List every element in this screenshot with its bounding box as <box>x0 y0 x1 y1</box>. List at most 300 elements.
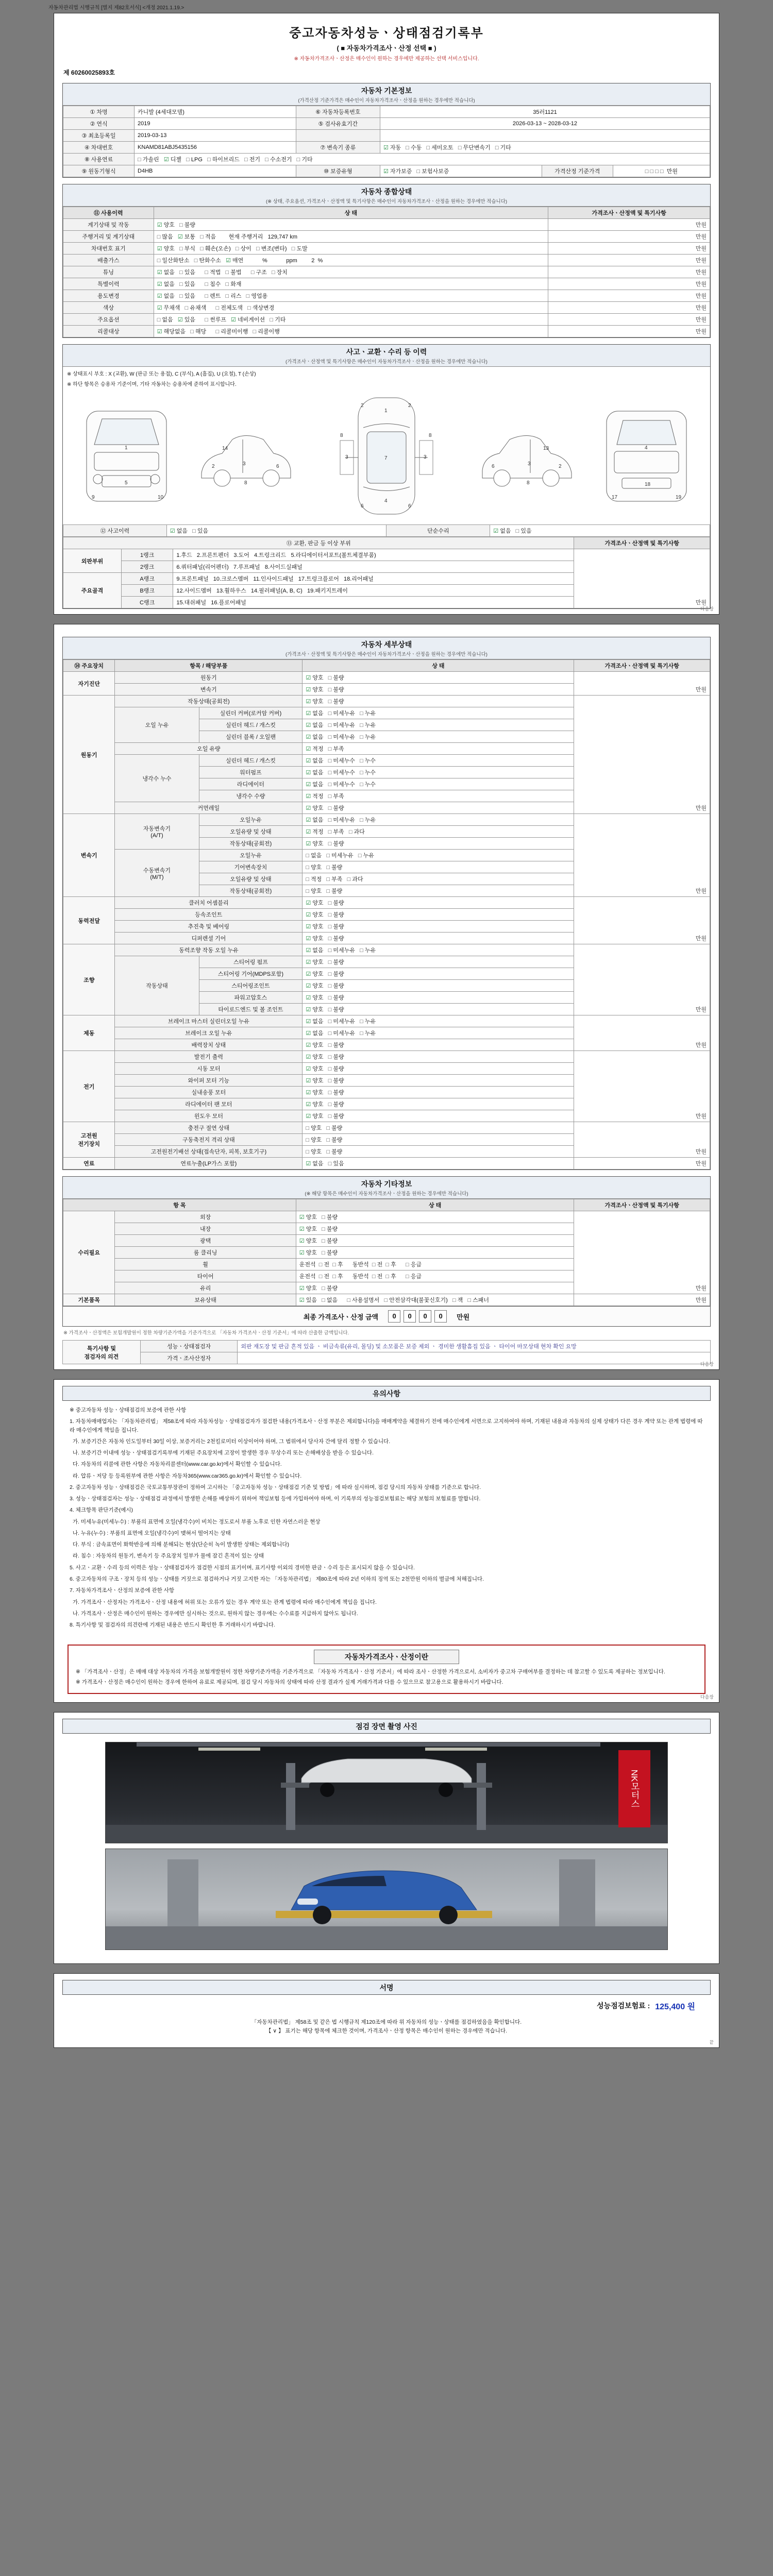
notice-paragraph: 7. 자동차가격조사ㆍ산정의 보증에 관한 사항 <box>70 1587 174 1594</box>
table-cell[interactable]: ☑ 양호 □ 불량 <box>303 1004 574 1015</box>
car-top-view <box>309 392 464 520</box>
table-cell: 만원 <box>548 302 710 314</box>
table-cell: 발전기 출력 <box>115 1051 303 1063</box>
other-info-subtitle: (※ 해당 항목은 매수인이 자동차가격조사ㆍ산정을 원하는 경우에만 적습니다) <box>305 1191 468 1197</box>
table-cell: ⑫ 사고이력 <box>63 525 167 537</box>
table-cell[interactable]: ☑ 자가보증 □ 보험사보증 <box>380 165 542 177</box>
photo-title: 점검 장면 촬영 사진 <box>356 1722 417 1731</box>
table-cell: 주요옵션 <box>63 314 154 326</box>
car-rear-view <box>591 396 702 517</box>
inspection-photo-blue-car <box>105 1849 668 1950</box>
signature-title: 서명 <box>379 1983 394 1992</box>
table-cell[interactable]: ☑ 없음 □ 미세누유 □ 누유 <box>303 814 574 826</box>
table-cell: 시동 모터 <box>115 1063 303 1075</box>
table-cell: 연료누출(LP가스 포함) <box>115 1158 303 1170</box>
svg-text:3: 3 <box>423 454 427 460</box>
table-cell[interactable]: ☑ 양호 □ 불량 <box>303 933 574 944</box>
notice-paragraph: 가. 가격조사ㆍ산정자는 가격조사ㆍ산정 내용에 허위 또는 오류가 있는 경우 계약 또는 관계 법령에 따라 매수인에게 책임을 집니다. <box>70 1599 377 1605</box>
table-cell: 만원 <box>574 549 710 608</box>
table-cell[interactable]: ☑ 없음 □ 미세누수 □ 누수 <box>303 778 574 790</box>
svg-text:8: 8 <box>244 480 247 486</box>
car-front-view <box>71 396 182 517</box>
basic-info-table <box>63 106 710 177</box>
table-cell: ⑩ 보증유형 <box>296 165 380 177</box>
table-cell[interactable]: ☑ 양호 □ 불량 <box>303 672 574 684</box>
notice-paragraph: 가. 미세누유(미세누수) : 부품의 표면에 오일(냉각수)이 비치는 정도로서 부품 노후로 인한 자연스러운 현상 <box>70 1518 321 1525</box>
table-cell: 가격조사ㆍ산정액 및 특기사항 <box>574 537 710 549</box>
table-cell: 만원 <box>548 255 710 266</box>
table-cell: 배력장치 상태 <box>115 1039 303 1051</box>
table-cell[interactable]: □ 양호 □ 불량 <box>303 1146 574 1158</box>
table-cell: 파워고압호스 <box>199 992 303 1004</box>
table-cell: 커먼레일 <box>115 802 303 814</box>
svg-text:4: 4 <box>384 498 388 504</box>
table-cell: 휠 <box>115 1259 296 1270</box>
table-cell: 라디에이터 팬 모터 <box>115 1098 303 1110</box>
table-cell[interactable]: ☑ 무채색 □ 유채색 □ 전체도색 □ 색상변경 <box>154 302 548 314</box>
table-cell: 만원 <box>574 814 710 897</box>
table-cell: 광택 <box>115 1235 296 1247</box>
table-cell: 차대번호 표기 <box>63 243 154 255</box>
table-cell: 등속조인트 <box>115 909 303 921</box>
notice-paragraph: ※ 중고자동차 성능ㆍ상태점검의 보증에 관한 사항 <box>70 1407 187 1413</box>
table-cell: 가격조사ㆍ산정액 및 특기사항 <box>574 1199 710 1211</box>
table-cell: 12.사이드멤버 13.휠하우스 14.필러패널(A, B, C) 19.패키지트레이 <box>173 585 574 597</box>
table-cell[interactable]: ☑ 자동 □ 수동 □ 세미오토 □ 무단변속기 □ 기타 <box>380 142 710 154</box>
table-cell: 2랭크 <box>121 561 173 573</box>
form-regulation-note: 자동차관리법 시행규칙 [별지 제82호서식] <개정 2021.1.19.> <box>48 5 184 11</box>
detail-header <box>63 637 710 659</box>
table-cell: 작동상태 <box>115 956 199 1015</box>
notice-paragraph: 6. 중고자동차의 구조ㆍ장치 등의 성능ㆍ상태를 거짓으로 점검하거나 거짓 고지한 자는 「자동차관리법」 제80조에 따라 2년 이하의 징역 또는 2천만원 이하의 벌금에 처해집니다. <box>70 1575 484 1582</box>
table-cell: 1.후드 2.프론트펜더 3.도어 4.트렁크리드 5.라디에이터서포트(볼트체결부품) <box>173 549 574 561</box>
photo-header <box>62 1719 711 1734</box>
table-cell: 추진축 및 베어링 <box>115 921 303 933</box>
notice-paragraph: 나. 누유(누수) : 부품의 표면에 오일(냉각수)이 맺혀서 떨어지는 상태 <box>70 1530 231 1536</box>
table-cell[interactable]: ☑ 양호 □ 불량 <box>303 802 574 814</box>
table-cell: 만원 <box>574 1015 710 1051</box>
table-cell[interactable]: ☑ 없음 □ 있음 □ 렌트 □ 리스 □ 영업용 <box>154 290 548 302</box>
document-title: 중고자동차성능ㆍ상태점검기록부 <box>289 26 484 40</box>
table-cell[interactable]: ☑ 양호 □ 불량 <box>303 838 574 850</box>
svg-text:6: 6 <box>408 503 411 509</box>
final-amount-note: ※ 가격조사ㆍ산정액은 보험개발원이 정한 차량기준가액을 기준가격으로 「자동차 가격조사ㆍ산정 기준서」에 따라 산출한 금액입니다. <box>63 1330 349 1336</box>
other-info-table <box>63 1199 710 1306</box>
table-cell[interactable]: ☑ 없음 □ 미세누수 □ 누수 <box>303 767 574 778</box>
table-cell: 특별이력 <box>63 278 154 290</box>
table-cell: 수동변속기 (M/T) <box>115 850 199 897</box>
table-cell: 오일유량 및 상태 <box>199 873 303 885</box>
table-cell: 용도변경 <box>63 290 154 302</box>
table-cell: ⑭ 주요장치 <box>63 660 115 672</box>
accident-header <box>63 345 710 367</box>
table-cell: 주행거리 및 계기상태 <box>63 231 154 243</box>
table-cell: 상 태 <box>303 660 574 672</box>
pricing-info-line1: ※ 「가격조사ㆍ산정」은 매매 대상 자동차의 가격을 보험개발원이 정한 차량기준가액을 기준가격으로 「자동차 가격조사ㆍ산정 기준서」에 따라 조사ㆍ산정한 가격으로서, 소비자가 중고차 구매여부를 결정하는 데 참고할 수 있도록 제공하는 정보입니다. <box>76 1669 665 1675</box>
comprehensive-header <box>63 184 710 207</box>
insurance-fee-row <box>62 1995 711 2014</box>
table-cell: 성능ㆍ상태점검자 <box>140 1341 238 1352</box>
table-cell[interactable]: ☑ 없음 □ 있음 <box>303 1158 574 1170</box>
svg-text:2: 2 <box>558 463 562 469</box>
table-cell[interactable]: ☑ 양호 □ 불량 <box>296 1235 574 1247</box>
svg-text:10: 10 <box>157 494 163 500</box>
table-cell: 라디에이터 <box>199 778 303 790</box>
svg-text:8: 8 <box>428 433 432 438</box>
table-cell[interactable]: □ 가솔린 ☑ 디젤 □ LPG □ 하이브리드 □ 전기 □ 수소전기 □ 기타 <box>135 154 710 165</box>
document-number: 제 60260025893호 <box>63 69 115 76</box>
final-amount-label: 최종 가격조사ㆍ산정 금액 <box>303 1313 379 1321</box>
table-cell: 색상 <box>63 302 154 314</box>
table-cell: 냉각수 누수 <box>115 755 199 802</box>
table-cell[interactable]: ☑ 양호 □ 불량 <box>296 1247 574 1259</box>
main-form-panel <box>54 13 719 615</box>
table-cell: 가격조사ㆍ산정액 및 특기사항 <box>548 207 710 219</box>
signature-notes <box>62 2014 711 2043</box>
table-cell: 오일 누유 <box>115 707 199 743</box>
svg-text:8: 8 <box>340 433 343 438</box>
notice-paragraph: 다. 부식 : 금속표면이 화학반응에 의해 분해되는 현상(단순히 녹이 발생한 상태는 제외합니다) <box>70 1541 290 1548</box>
table-cell[interactable]: □ □ □ □ 만원 <box>613 165 710 177</box>
remarks-table <box>62 1340 711 1364</box>
table-cell: 스티어링 펌프 <box>199 956 303 968</box>
table-cell: 만원 <box>574 1211 710 1294</box>
svg-text:3: 3 <box>527 461 531 467</box>
table-cell[interactable]: ☑ 양호 □ 불량 <box>303 897 574 909</box>
table-cell: 스티어링조인트 <box>199 980 303 992</box>
signature-note-1: 「자동차관리법」 제58조 및 같은 법 시행규칙 제120조에 따라 위 자동차의 성능ㆍ상태를 점검하였음을 확인합니다. <box>251 2019 522 2025</box>
table-cell: ⑥ 자동차등록번호 <box>296 106 380 118</box>
table-cell: 35러1121 <box>380 106 710 118</box>
table-cell: 동력조향 작동 오일 누유 <box>115 944 303 956</box>
table-cell: 실린더 커버(로커암 커버) <box>199 707 303 719</box>
svg-text:2: 2 <box>212 463 215 469</box>
svg-text:18: 18 <box>645 481 651 487</box>
table-cell[interactable]: ☑ 양호 □ 불량 <box>303 1098 574 1110</box>
table-cell[interactable]: □ 적정 □ 부족 □ 과다 <box>303 873 574 885</box>
table-cell: 오일누유 <box>199 850 303 861</box>
table-cell: 상 태 <box>296 1199 574 1211</box>
table-cell <box>380 130 710 142</box>
table-cell[interactable]: ☑ 양호 □ 불량 <box>303 980 574 992</box>
table-cell: 15.대쉬패널 16.플로어패널 <box>173 597 574 608</box>
table-cell[interactable]: □ 양호 □ 불량 <box>303 1134 574 1146</box>
table-cell[interactable]: ☑ 없음 □ 있음 □ 침수 □ 화재 <box>154 278 548 290</box>
final-amount-unit: 만원 <box>457 1313 470 1321</box>
document-header <box>62 20 711 64</box>
table-cell: 실린더 헤드 / 개스킷 <box>199 719 303 731</box>
table-cell: 냉각수 수량 <box>199 790 303 802</box>
table-cell: 만원 <box>574 1051 710 1122</box>
table-cell: 원동기 <box>115 672 303 684</box>
accident-subtitle: (가격조사ㆍ산정액 및 특기사항은 매수인이 자동차가격조사ㆍ산정을 원하는 경우에만 적습니다) <box>285 359 488 365</box>
notice-title: 유의사항 <box>372 1389 401 1398</box>
car-right-side-view <box>476 396 579 517</box>
notice-paragraph: 5. 사고ㆍ교환ㆍ수리 등의 이력은 성능ㆍ상태점검자가 점검한 시점의 표기이며, 표기사항 이외의 경미한 판금ㆍ수리 등은 표시되지 않을 수 있습니다. <box>70 1564 415 1571</box>
table-cell: 1랭크 <box>121 549 173 561</box>
table-cell: 카니발 (4세대모델) <box>135 106 296 118</box>
table-cell[interactable]: ☑ 없음 □ 있음 <box>490 525 710 537</box>
table-cell: 클러치 어셈블리 <box>115 897 303 909</box>
document-subtitle: ( ■ 자동차가격조사ㆍ산정 선택 ■ ) <box>337 44 436 52</box>
table-cell: 변속기 <box>115 684 303 696</box>
notice-paragraph: 나. 보증기간 이내에 성능ㆍ상태점검기록부에 기재된 주요장치에 고장이 발생한 경우 무상수리 또는 손해배상을 받을 수 있습니다. <box>70 1450 374 1456</box>
table-cell: 오일 유량 <box>115 743 303 755</box>
table-cell[interactable]: ☑ 양호 □ 불량 <box>303 684 574 696</box>
table-cell[interactable]: ☑ 양호 □ 불량 <box>303 1051 574 1063</box>
table-cell: 특기사항 및 점검자의 의견 <box>63 1341 141 1364</box>
car-left-side-view <box>194 396 297 517</box>
table-cell: 워터펌프 <box>199 767 303 778</box>
accident-history-table <box>63 524 710 537</box>
svg-text:3: 3 <box>345 454 348 460</box>
svg-text:13: 13 <box>543 445 549 451</box>
basic-info-section <box>62 83 711 178</box>
other-info-title: 자동차 기타정보 <box>361 1180 412 1188</box>
table-cell[interactable]: ☑ 해당없음 □ 해당 □ 리콜미이행 □ 리콜이행 <box>154 326 548 337</box>
table-cell: 2026-03-13 ~ 2028-03-12 <box>380 118 710 130</box>
table-cell[interactable]: ☑ 없음 □ 있음 <box>166 525 386 537</box>
table-cell: 외판부위 <box>63 549 122 573</box>
table-cell[interactable]: □ 일산화탄소 □ 탄화수소 ☑ 매연 % ppm 2 % <box>154 255 548 266</box>
document-note: ※ 자동차가격조사ㆍ산정은 매수인이 원하는 경우에만 제공하는 선택 서비스입니다. <box>294 56 479 62</box>
table-cell: 외장 <box>115 1211 296 1223</box>
table-cell[interactable]: □ 많음 ☑ 보통 □ 적음 현재 주행거리 129,747 km <box>154 231 548 243</box>
notice-body <box>62 1401 711 1637</box>
pricing-info-box <box>68 1645 705 1694</box>
table-cell <box>296 130 380 142</box>
table-cell: 유리 <box>115 1282 296 1294</box>
table-cell: 브레이크 마스터 실린더오일 누유 <box>115 1015 303 1027</box>
other-info-header <box>63 1177 710 1199</box>
table-cell[interactable]: ☑ 양호 □ 불량 <box>303 696 574 707</box>
table-cell: ④ 차대번호 <box>63 142 135 154</box>
table-cell: 오일유량 및 상태 <box>199 826 303 838</box>
table-cell: ③ 최초등록일 <box>63 130 135 142</box>
photo-panel <box>54 1712 719 1964</box>
table-cell: 기어변속장치 <box>199 861 303 873</box>
accident-basis-note: ※ 하단 항목은 승용차 기준이며, 기타 자동차는 승용차에 준하여 표시합니다. <box>67 382 237 387</box>
accident-section <box>62 344 711 609</box>
table-cell[interactable]: □ 없음 □ 미세누유 □ 누유 <box>303 850 574 861</box>
accident-rank-table <box>63 537 710 608</box>
detail-subtitle: (가격조사ㆍ산정액 및 특기사항은 매수인이 자동차가격조사ㆍ산정을 원하는 경우에만 적습니다) <box>285 652 488 657</box>
table-cell: 가격산정 기준가격 <box>542 165 613 177</box>
amount-digit: 0 <box>434 1310 447 1323</box>
table-cell: 실린더 헤드 / 개스킷 <box>199 755 303 767</box>
table-cell: 변속기 <box>63 814 115 897</box>
table-cell <box>238 1352 711 1364</box>
table-cell[interactable]: ☑ 없음 □ 미세누유 □ 누유 <box>303 707 574 719</box>
table-cell: 만원 <box>574 897 710 944</box>
svg-text:4: 4 <box>645 445 648 451</box>
comprehensive-table <box>63 207 710 337</box>
insurance-fee-label: 성능점검보험료 : <box>597 2002 650 2010</box>
notice-paragraph: 8. 특기사항 및 점검자의 의견란에 기재된 내용은 반드시 확인한 후 거래하시기 바랍니다. <box>70 1622 275 1629</box>
table-cell: 가격ㆍ조사산정자 <box>140 1352 238 1364</box>
basic-info-subtitle: (가격산정 기준가격은 매수인이 자동차가격조사ㆍ산정을 원하는 경우에만 적습니다) <box>298 98 475 104</box>
svg-text:19: 19 <box>676 494 682 500</box>
detail-panel <box>54 624 719 1370</box>
basic-info-title: 자동차 기본정보 <box>361 87 412 95</box>
table-cell[interactable]: ☑ 없음 □ 미세누유 □ 누유 <box>303 719 574 731</box>
table-cell: 전기 <box>63 1051 115 1122</box>
signature-note-2: 【 ∨ 】 표기는 해당 항목에 체크한 것이며, 가격조사ㆍ산정 항목은 매수인이 원하는 경우에만 적습니다. <box>265 2027 508 2034</box>
svg-text:2: 2 <box>408 403 411 409</box>
notice-panel <box>54 1379 719 1703</box>
table-cell: 계기상태 및 작동 <box>63 219 154 231</box>
svg-text:NK모터스: NK모터스 <box>629 1769 640 1808</box>
svg-text:6: 6 <box>360 503 364 509</box>
table-cell: ⑬ 교환, 판금 등 이상 부위 <box>63 537 574 549</box>
detail-section <box>62 637 711 1170</box>
table-cell: 실내송풍 모터 <box>115 1087 303 1098</box>
table-cell[interactable]: ☑ 적정 □ 부족 □ 과다 <box>303 826 574 838</box>
svg-text:9: 9 <box>91 494 95 500</box>
table-cell[interactable]: ☑ 양호 □ 불량 <box>303 909 574 921</box>
table-cell[interactable]: ☑ 없음 □ 있음 □ 적법 □ 불법 □ 구조 □ 장치 <box>154 266 548 278</box>
table-cell[interactable]: ☑ 양호 □ 불량 <box>303 968 574 980</box>
table-cell: 기본품목 <box>63 1294 115 1306</box>
notice-paragraph: 다. 자동차의 리콜에 관한 사항은 자동차리콜센터(www.car.go.kr)에서 확인할 수 있습니다. <box>70 1461 282 1468</box>
table-cell[interactable]: ☑ 없음 □ 미세누유 □ 누유 <box>303 944 574 956</box>
notice-paragraph: 가. 보증기간은 자동차 인도일부터 30일 이상, 보증거리는 2천킬로미터 이상이어야 하며, 그 범위에서 당사자 간에 달리 정할 수 있습니다. <box>70 1438 391 1445</box>
comprehensive-title: 자동차 종합상태 <box>361 188 412 196</box>
svg-text:6: 6 <box>491 463 495 469</box>
notice-paragraph: 나. 가격조사ㆍ산정은 매수인이 원하는 경우에만 실시하는 것으로, 원하지 않는 경우에는 수수료를 지급하지 않아도 됩니다. <box>70 1610 358 1617</box>
table-cell[interactable]: ☑ 양호 □ 불량 <box>303 1063 574 1075</box>
accident-title: 사고ㆍ교환ㆍ수리 등 이력 <box>346 348 427 356</box>
table-cell: ⑨ 원동기형식 <box>63 165 135 177</box>
table-cell: 만원 <box>548 219 710 231</box>
table-cell: 만원 <box>574 944 710 1015</box>
inspection-photo-lift-underside <box>105 1742 668 1843</box>
table-cell[interactable]: 운전석 □ 전 □ 후 동반석 □ 전 □ 후 □ 응급 <box>296 1270 574 1282</box>
final-amount-digits <box>386 1310 448 1323</box>
table-cell: 만원 <box>548 290 710 302</box>
notice-paragraph: 4. 체크항목 판단기준(예시) <box>70 1507 133 1514</box>
table-cell: 작동상태(공회전) <box>199 885 303 897</box>
table-cell[interactable]: ☑ 양호 □ 불량 <box>296 1282 574 1294</box>
table-cell: 타이어 <box>115 1270 296 1282</box>
table-cell[interactable]: ☑ 양호 □ 불량 <box>303 1087 574 1098</box>
table-cell: 만원 <box>574 1122 710 1158</box>
table-cell[interactable]: □ 양호 □ 불량 <box>303 1122 574 1134</box>
table-cell[interactable]: ☑ 양호 □ 불량 <box>303 921 574 933</box>
table-cell: ⑧ 사용연료 <box>63 154 135 165</box>
table-cell: 수리필요 <box>63 1211 115 1294</box>
table-cell[interactable]: ☑ 적정 □ 부족 <box>303 790 574 802</box>
table-cell: 2019 <box>135 118 296 130</box>
table-cell: A랭크 <box>121 573 173 585</box>
table-cell: 충전구 절연 상태 <box>115 1122 303 1134</box>
pricing-info-line2: ※ 가격조사ㆍ산정은 매수인이 원하는 경우에 한하여 유료로 제공되며, 점검 당시 자동차의 상태에 따라 산정 결과가 실제 거래가격과 다를 수 있으므로 참고용으로 활용하시기 바랍니다. <box>76 1679 503 1686</box>
insurance-fee-value: 125,400 원 <box>655 2002 695 2011</box>
svg-text:1: 1 <box>124 445 128 451</box>
table-cell[interactable]: ☑ 양호 □ 부식 □ 훼손(오손) □ 상이 □ 변조(변타) □ 도말 <box>154 243 548 255</box>
svg-text:14: 14 <box>222 445 228 451</box>
table-cell[interactable]: ☑ 적정 □ 부족 <box>303 743 574 755</box>
table-cell: 만원 <box>574 672 710 696</box>
table-cell: 브레이크 오일 누유 <box>115 1027 303 1039</box>
svg-text:5: 5 <box>124 480 128 486</box>
table-cell[interactable]: ☑ 양호 □ 불량 <box>296 1223 574 1235</box>
table-cell: 가격조사ㆍ산정액 및 특기사항 <box>574 660 710 672</box>
final-amount-bar <box>62 1307 711 1327</box>
table-cell: ⑪ 사용이력 <box>63 207 154 219</box>
table-cell: KNAMD81ABJ5435156 <box>135 142 296 154</box>
table-cell: 항목 / 해당부품 <box>115 660 303 672</box>
table-cell: 만원 <box>548 231 710 243</box>
table-cell: 튜닝 <box>63 266 154 278</box>
table-cell: 상 태 <box>154 207 548 219</box>
table-cell: 주요골격 <box>63 573 122 608</box>
table-cell: 스티어링 기어(MDPS포함) <box>199 968 303 980</box>
comprehensive-subtitle: (※ 상태, 주요옵션, 가격조사ㆍ산정액 및 특기사항은 매수인이 자동차가격조사ㆍ산정을 원하는 경우에만 적습니다) <box>265 199 508 205</box>
table-cell[interactable]: □ 양호 □ 불량 <box>303 885 574 897</box>
table-cell[interactable]: □ 없음 ☑ 있음 □ 썬루프 ☑ 네비게이션 □ 기타 <box>154 314 548 326</box>
table-cell: 디퍼렌셜 기어 <box>115 933 303 944</box>
table-cell[interactable]: ☑ 양호 □ 불량 <box>303 956 574 968</box>
notice-paragraph: 2. 중고자동차 성능ㆍ상태점검은 국토교통부장관이 정하여 고시하는 「중고자동차 성능ㆍ상태점검 기준 및 방법」에 따라 실시하며, 점검 당시의 자동차 상태를 기준으로 합니다. <box>70 1484 481 1490</box>
table-cell: ⑦ 변속기 종류 <box>296 142 380 154</box>
table-cell[interactable]: □ 양호 □ 불량 <box>303 861 574 873</box>
table-cell[interactable]: ☑ 없음 □ 미세누유 □ 누유 <box>303 1027 574 1039</box>
table-cell: 외판 재도장 및 판금 흔적 있음 ㆍ 비금속류(유리, 몰딩) 및 소모품은 보증 제외 ㆍ 경미한 생활흠집 있음 ㆍ 타이어 마모상태 현차 확인 요망 <box>238 1341 711 1352</box>
table-cell: 작동상태(공회전) <box>115 696 303 707</box>
table-cell: 배출가스 <box>63 255 154 266</box>
table-cell[interactable]: ☑ 양호 □ 불량 <box>303 1039 574 1051</box>
table-cell[interactable]: ☑ 없음 □ 미세누유 □ 누유 <box>303 1015 574 1027</box>
table-cell[interactable]: ☑ 없음 □ 미세누유 □ 누유 <box>303 731 574 743</box>
table-cell: 항 목 <box>63 1199 296 1211</box>
other-info-section <box>62 1176 711 1307</box>
detail-title: 자동차 세부상태 <box>361 640 412 649</box>
table-cell[interactable]: ☑ 양호 □ 불량 <box>303 1110 574 1122</box>
table-cell: 연료 <box>63 1158 115 1170</box>
signature-panel <box>54 1973 719 2048</box>
notice-header <box>62 1386 711 1401</box>
car-diagram <box>63 387 710 524</box>
notice-paragraph: 라. 침수 : 자동차의 원동기, 변속기 등 주요장치 일부가 물에 잠긴 흔적이 있는 상태 <box>70 1553 264 1560</box>
table-cell: 리콜대상 <box>63 326 154 337</box>
table-cell: 만원 <box>574 1294 710 1306</box>
table-cell: 9.프론트패널 10.크로스멤버 11.인사이드패널 17.트렁크플로어 18.리어패널 <box>173 573 574 585</box>
table-cell[interactable]: ☑ 양호 □ 불량 <box>154 219 548 231</box>
table-cell[interactable]: ☑ 양호 □ 불량 <box>296 1211 574 1223</box>
table-cell: 고전원 전기장치 <box>63 1122 115 1158</box>
table-cell[interactable]: 운전석 □ 전 □ 후 동반석 □ 전 □ 후 □ 응급 <box>296 1259 574 1270</box>
table-cell[interactable]: ☑ 양호 □ 불량 <box>303 1075 574 1087</box>
table-cell: 만원 <box>548 243 710 255</box>
table-cell[interactable]: ☑ 있음 □ 없음 □ 사용설명서 □ 안전삼각대(불꽃신호기) □ 잭 □ 스패너 <box>296 1294 574 1306</box>
table-cell: 만원 <box>574 696 710 814</box>
amount-digit: 0 <box>419 1310 431 1323</box>
next-page-label: 다음장 <box>700 606 714 612</box>
comprehensive-section <box>62 184 711 338</box>
svg-text:1: 1 <box>384 408 388 414</box>
table-cell: 6.쿼터패널(리어펜더) 7.루프패널 8.사이드실패널 <box>173 561 574 573</box>
table-cell[interactable]: ☑ 없음 □ 미세누수 □ 누수 <box>303 755 574 767</box>
accident-code-note: ※ 상태표시 부호 : X (교환), W (판금 또는 용접), C (부식), A (흠집), U (요철), T (손상) <box>67 371 256 377</box>
table-cell: 오일누유 <box>199 814 303 826</box>
photo-wrap <box>62 1734 711 1958</box>
table-cell: D4HB <box>135 165 296 177</box>
table-cell: 구동축전지 격리 상태 <box>115 1134 303 1146</box>
table-cell: ① 차명 <box>63 106 135 118</box>
table-cell: ⑤ 검사유효기간 <box>296 118 380 130</box>
table-cell[interactable]: ☑ 양호 □ 불량 <box>303 992 574 1004</box>
